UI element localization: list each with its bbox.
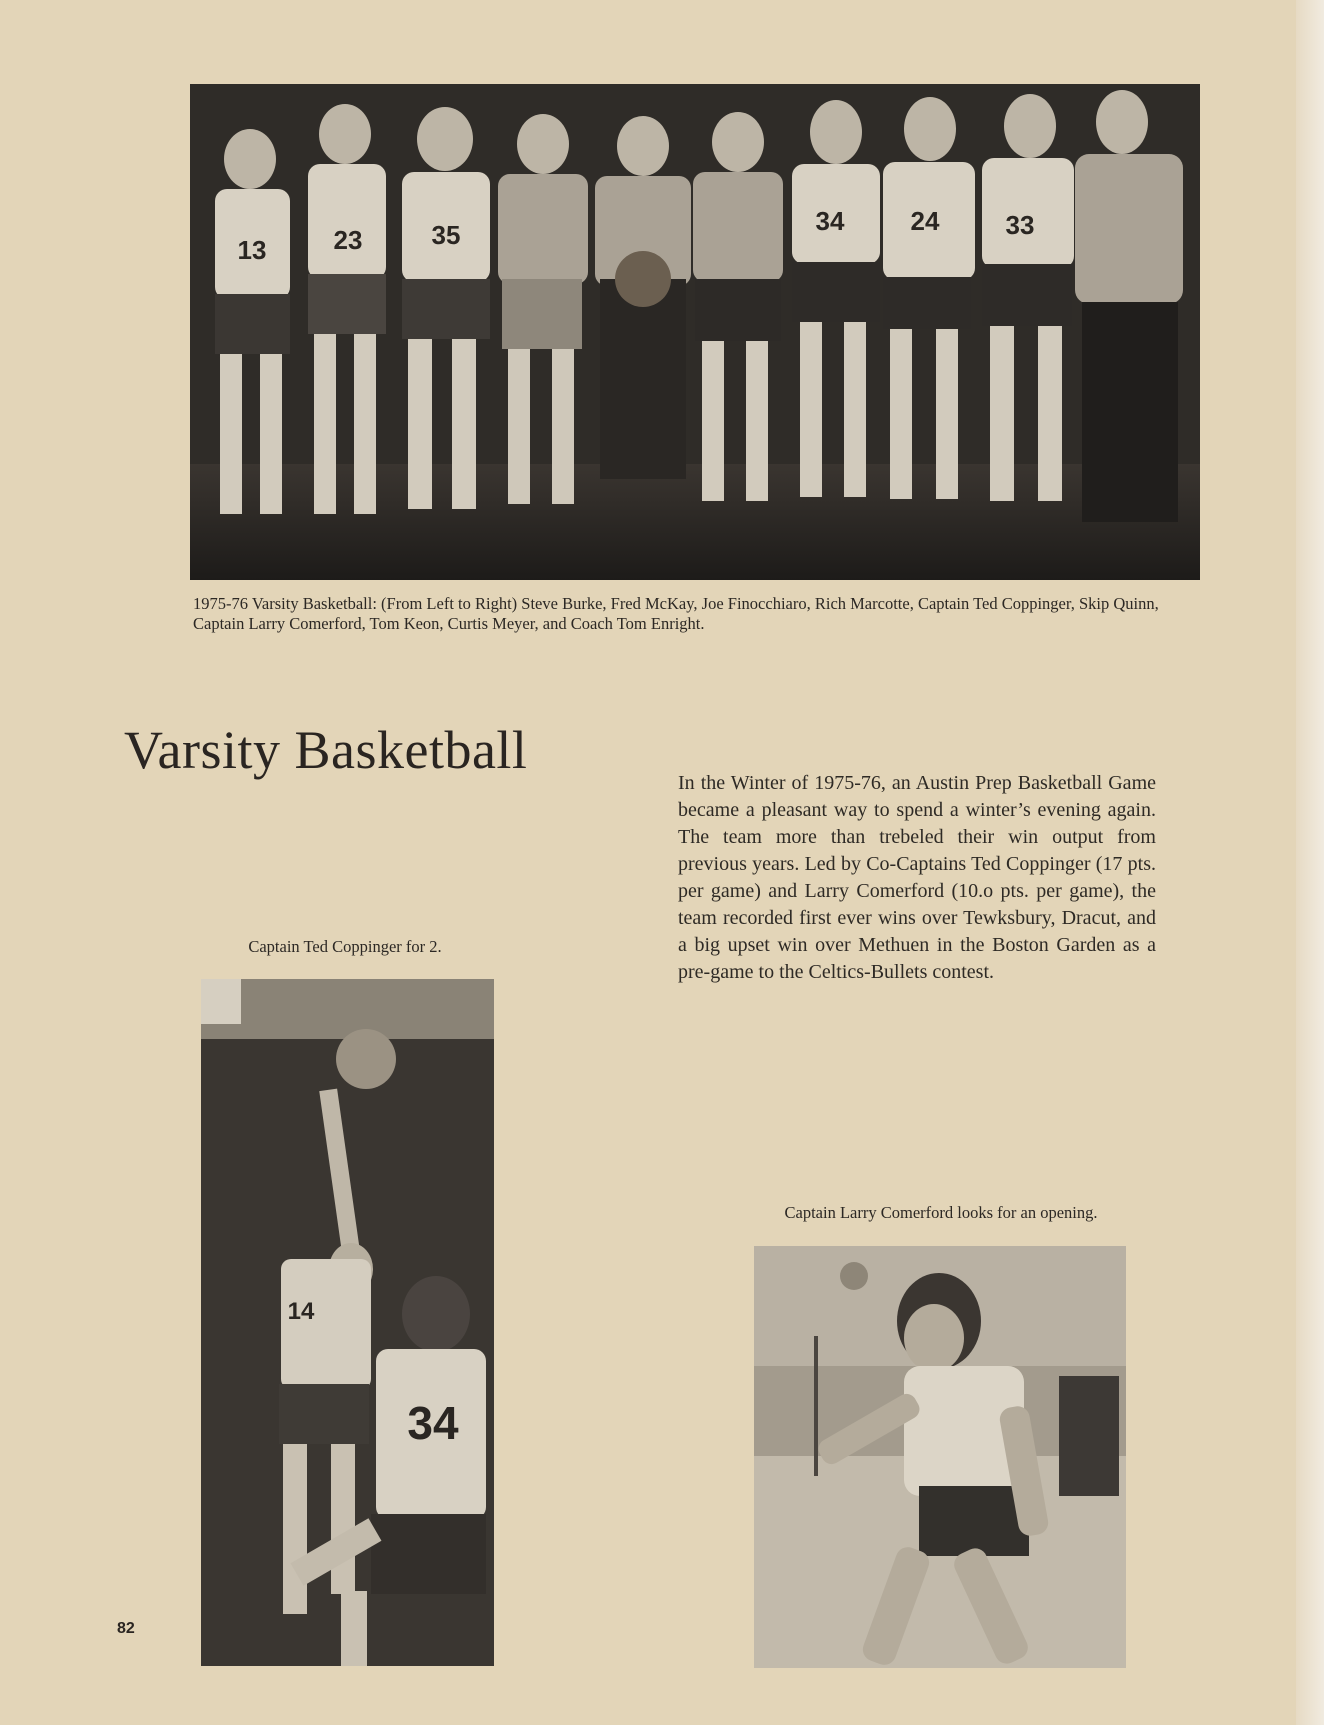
jersey-number: 13: [237, 235, 267, 265]
jersey-number: 35: [431, 220, 461, 250]
jersey-number: 23: [333, 225, 363, 255]
article-body: In the Winter of 1975-76, an Austin Prep Basketball Game became a pleasant way to spend a winter’s evening again. The team more than trebeled their win output from previous years. Led by Co-Captains Ted Coppinger (17 pts. per game) and Larry Comerford (10.o pts. per game), the team recorded first ever wins over Tewksbury, Dracut, and a big upset win over Methuen in the Boston Garden as a pre-game to the Celtics-Bullets contest.: [678, 772, 1156, 983]
jersey-number: 34: [407, 1397, 459, 1449]
coppinger-photo: [201, 979, 494, 1666]
page-edge: [1296, 0, 1324, 1725]
jersey-number: 24: [910, 206, 940, 236]
comerford-photo-caption: Captain Larry Comerford looks for an opening.: [784, 1203, 1098, 1222]
jersey-number: 33: [1005, 210, 1035, 240]
team-photo-caption: 1975-76 Varsity Basketball: (From Left to Right) Steve Burke, Fred McKay, Joe Finocchiaro, Rich Marcotte, Captain Ted Coppinger, Skip Quinn, Captain Larry Comerford, Tom Keon, Curtis Meyer, and Coach Tom Enright.: [193, 594, 1159, 633]
team-photo: [190, 84, 1200, 580]
page-title: Varsity Basketball: [124, 720, 528, 780]
comerford-photo: [754, 1246, 1126, 1668]
coppinger-photo-caption: Captain Ted Coppinger for 2.: [248, 937, 442, 956]
jersey-number: 14: [287, 1298, 315, 1325]
jersey-number: 34: [815, 206, 845, 236]
page-number: 82: [117, 1620, 135, 1637]
